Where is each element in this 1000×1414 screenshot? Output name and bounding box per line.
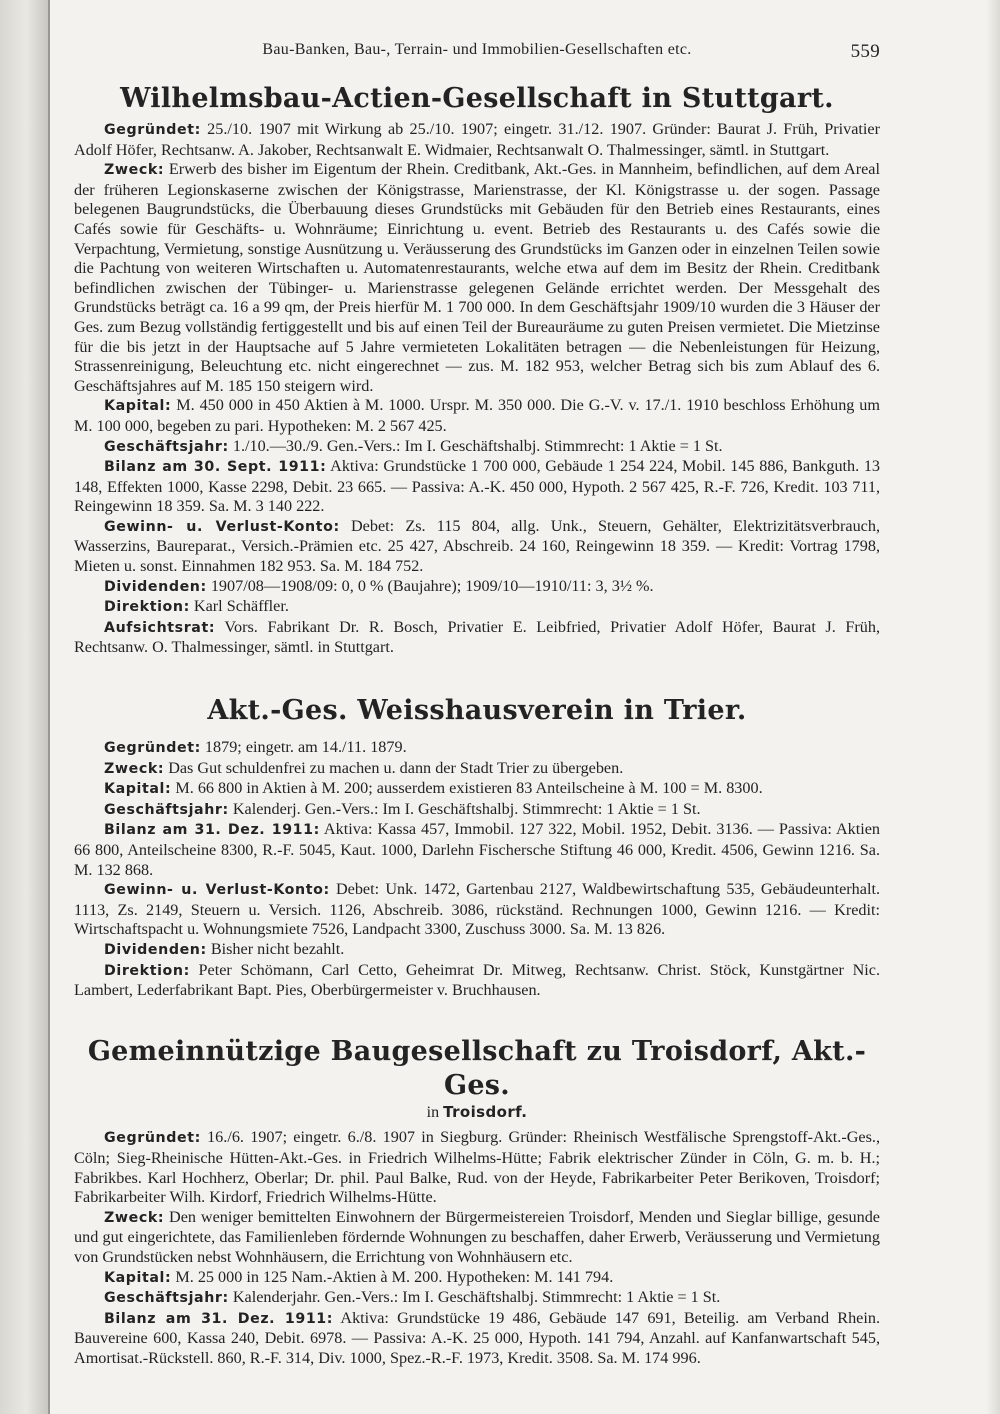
entry-text: M. 25 000 in 125 Nam.-Aktien à M. 200. Hypotheken: M. 141 794. <box>171 1267 614 1286</box>
company-subtitle <box>74 1103 880 1123</box>
book-binding-edge <box>0 0 50 1414</box>
entry-label: Zweck: <box>104 1209 165 1226</box>
entry-geschaeftsjahr <box>74 800 880 821</box>
entry-text: Bisher nicht bezahlt. <box>206 939 345 958</box>
entry-label: Bilanz am 30. Sept. 1911: <box>104 459 327 476</box>
entry-text: M. 66 800 in Aktien à M. 200; ausserdem existieren 83 Anteilscheine à M. 100 = M. 8300. <box>171 779 763 798</box>
entry-label: Gegründet: <box>104 740 201 757</box>
entry-label: Geschäftsjahr: <box>104 438 229 455</box>
running-header <box>74 40 880 70</box>
entry-text: Kalenderjahr. Gen.-Vers.: Im I. Geschäftshalbj. Stimmrecht: 1 Aktie = 1 St. <box>228 1288 721 1307</box>
entry-text: Den weniger bemittelten Einwohnern der Bürgermeistereien Troisdorf, Menden und Sieglar billige, gesunde und gut eingerichtete, das Familienleben fördernde Wohnungen zu beschaffen, daher Erwerb, Veräusserung und Vermietung von Grundstücken nebst Wohnhäusern, die Errichtung von Wohnhäusern etc. <box>74 1207 880 1266</box>
entry-gewinn-verlust <box>74 880 880 940</box>
running-title: Bau-Banken, Bau-, Terrain- und Immobilien-Gesellschaften etc. <box>262 41 692 58</box>
company-title: Akt.-Ges. Weisshausverein in Trier. <box>207 695 747 727</box>
entry-label: Bilanz am 31. Dez. 1911: <box>104 1310 334 1327</box>
entry-bilanz <box>74 1309 880 1369</box>
company-section-wilhelmsbau <box>74 120 880 658</box>
entry-label: Geschäftsjahr: <box>104 1290 229 1307</box>
entry-label: Bilanz am 31. Dez. 1911: <box>104 822 320 839</box>
entry-text: 1./10.—30./9. Gen.-Vers.: Im I. Geschäftshalbj. Stimmrecht: 1 Aktie = 1 St. <box>228 436 723 455</box>
entry-label: Direktion: <box>104 962 190 979</box>
entry-label: Kapital: <box>104 781 172 798</box>
entry-label: Kapital: <box>104 398 172 415</box>
entry-text: Aktiva: Grundstücke 1 700 000, Gebäude 1 254 224, Mobil. 145 886, Bankguth. 13 148, Effekten 1000, Kasse 2298, Debit. 23 665. — Passiva: A.-K. 450 000, Hypoth. 2 567 425, R.-F. 726, Kredit. 103 711, Reingewinn 18 359. Sa. M. 3 140 222. <box>74 457 881 516</box>
company-section-troisdorf <box>74 1128 880 1368</box>
entry-zweck <box>74 160 880 396</box>
entry-label: Dividenden: <box>104 941 207 958</box>
entry-label: Direktion: <box>104 599 190 616</box>
entry-gegruendet <box>74 738 880 759</box>
entry-text: 25./10. 1907 mit Wirkung ab 25./10. 1907; eingetr. 31./12. 1907. Gründer: Baurat J. Früh, Privatier Adolf Höfer, Rechtsanw. A. Jakober, Rechtsanwalt E. Widmaier, Rechtsanwalt O. Thalmessinger, sämtl. in Stuttgart. <box>74 120 880 159</box>
entry-text: Karl Schäffler. <box>189 597 289 616</box>
entry-label: Zweck: <box>104 162 165 179</box>
entry-label: Gewinn- u. Verlust-Konto: <box>104 882 330 899</box>
company-title: Gemeinnützige Baugesellschaft zu Troisdorf, Akt.-Ges. <box>87 1035 867 1101</box>
subtitle-place: Troisdorf. <box>443 1102 528 1121</box>
entry-label: Dividenden: <box>104 578 207 595</box>
page-right-edge <box>986 0 1000 1414</box>
entry-text: Debet: Zs. 115 804, allg. Unk., Steuern, Gehälter, Elektrizitätsverbrauch, Wasserzins, Baureparat., Versich.-Prämien etc. 25 427, Abschreib. 24 160, Reingewinn 18 359. — Kredit: Vortrag 1798, Mieten u. sonst. Einnahmen 182 953. Sa. M. 184 752. <box>74 516 880 576</box>
entry-text: Erwerb des bisher im Eigentum der Rhein. Creditbank, Akt.-Ges. in Mannheim, befindlichen, auf dem Areal der früheren Legionskaserne zwischen der Königstrasse, Marienstrasse, der Kl. Königstrasse u. der sogen. Passage belegenen Baugrundstücks, die Überbauung dieses Grundstücks mit Gebäuden für den Betrieb eines Restaurants, eines Cafés sowie für Geschäfts- u. Wohnräume; Einrichtung u. event. Betrieb des Restaurants u. des Cafés sowie die Verpachtung, Vermietung, sonstige Ausnützung u. Veräusserung des Grundstücks im Ganzen oder in einzelnen Teilen sowie die Pachtung von weiteren Wirtschaften u. Automatenrestaurants, welche etwa auf dem im Besitz der Rhein. Creditbank befindlichen zwischen der Tübinger- u. Marienstrasse gelegenen Gelände errichtet werden. Der Messgehalt des Grundstücks beträgt ca. 16 a 99 qm, der Preis hierfür M. 1 700 000. In dem Geschäftsjahr 1909/10 wurden die 3 Häuser der Ges. zum Bezug vollständig fertiggestellt und bis auf einen Teil der Bureauräume zu guten Preisen vermietet. Die Mietzinse für die bis jetzt in der Hauptsache auf 5 Jahre vermieteten Lokalitäten betragen — die Nebenleistungen für Heizung, Strassenreinigung, Beleuchtung etc. nicht eingerechnet — zus. M. 182 953, welcher Betrag sich bis zum Ablauf des 6. Geschäftsjahres auf M. 185 150 steigern wird. <box>74 160 880 395</box>
entry-zweck <box>74 759 880 780</box>
entry-text: Das Gut schuldenfrei zu machen u. dann der Stadt Trier zu übergeben. <box>164 758 624 777</box>
entry-kapital <box>74 396 880 436</box>
entry-bilanz <box>74 820 880 880</box>
entry-label: Gegründet: <box>104 122 201 138</box>
entry-label: Aufsichtsrat: <box>104 619 216 636</box>
entry-geschaeftsjahr <box>74 1288 880 1309</box>
entry-label: Gewinn- u. Verlust-Konto: <box>104 518 340 535</box>
entry-dividenden <box>74 577 880 598</box>
entry-gegruendet <box>74 1128 880 1207</box>
entry-text: Kalenderj. Gen.-Vers.: Im I. Geschäftshalbj. Stimmrecht: 1 Aktie = 1 St. <box>228 799 701 818</box>
entry-kapital <box>74 779 880 800</box>
entry-text: M. 450 000 in 450 Aktien à M. 1000. Urspr. M. 350 000. Die G.-V. v. 17./1. 1910 beschloss Erhöhung um M. 100 000, begeben zu pari. Hypotheken: M. 2 567 425. <box>74 396 880 435</box>
entry-kapital <box>74 1268 880 1289</box>
entry-label: Geschäftsjahr: <box>104 801 229 818</box>
entry-text: 1907/08—1908/09: 0, 0 % (Baujahre); 1909/10—1910/11: 3, 3½ %. <box>206 576 654 595</box>
entry-text: Peter Schömann, Carl Cetto, Geheimrat Dr. Mitweg, Rechtsanw. Christ. Stöck, Kunstgärtner Nic. Lambert, Lederfabrikant Bapt. Pies, Oberbürgermeister v. Bruchhausen. <box>74 960 880 1000</box>
entry-text: Aktiva: Kassa 457, Immobil. 127 322, Mobil. 1952, Debit. 3136. — Passiva: Aktien 66 800, Anteilscheine 8300, R.-F. 5045, Kaut. 1000, Darlehn Fischersche Stiftung 46 000, Kredit. 4506, Gewinn 1216. Sa. M. 132 868. <box>74 820 881 879</box>
entry-text: 16./6. 1907; eingetr. 6./8. 1907 in Siegburg. Gründer: Rheinisch Westfälische Sprengstoff-Akt.-Ges., Cöln; Sieg-Rheinische Hütten-Akt.-Ges. in Friedrich Wilhelms-Hütte; Fabrik elektrischer Zünder in Cöln, G. m. b. H.; Fabrikbes. Karl Hochherz, Oberlar; Dr. phil. Paul Balke, Rud. von der Heyde, Fabrikarbeiter Peter Berikoven, Troisdorf; Fabrikarbeiter Wilh. Kirdorf, Friedrich Wilhelms-Hütte. <box>74 1128 880 1207</box>
company-section-weisshausverein <box>74 738 880 1001</box>
entry-label: Kapital: <box>104 1269 172 1286</box>
entry-aufsichtsrat <box>74 618 880 658</box>
entry-gewinn-verlust <box>74 517 880 577</box>
entry-text: Debet: Unk. 1472, Gartenbau 2127, Waldbewirtschaftung 535, Gebäudeunterhalt. 1113, Zs. 2149, Steuern u. Versich. 1126, Abschreib. 3086, rückständ. Rechnungen 1000, Gewinn 1216. — Kredit: Wirtschaftspacht u. Wohnungsmiete 7526, Landpacht 3300, Zuschuss 3000. Sa. M. 13 826. <box>74 880 880 939</box>
entry-direktion <box>74 961 880 1001</box>
entry-label: Zweck: <box>104 760 165 777</box>
page-number: 559 <box>850 41 880 62</box>
entry-zweck <box>74 1208 880 1268</box>
subtitle-prefix: in <box>426 1103 440 1121</box>
entry-geschaeftsjahr <box>74 437 880 458</box>
entry-gegruendet <box>74 120 880 160</box>
entry-text: Aktiva: Grundstücke 19 486, Gebäude 147 691, Beteilig. am Verband Rhein. Bauvereine 600, Kassa 240, Debit. 6978. — Passiva: A.-K. 25 000, Hypoth. 141 794, Anzahl. auf Kanfanwartschaft 545, Amortisat.-Rückstell. 860, R.-F. 314, Div. 1000, Spez.-R.-F. 1973, Kredit. 3508. Sa. M. 174 996. <box>74 1308 880 1367</box>
entry-bilanz <box>74 457 880 517</box>
entry-text: Vors. Fabrikant Dr. R. Bosch, Privatier E. Leibfried, Privatier Adolf Höfer, Baurat J. Früh, Rechtsanw. O. Thalmessinger, sämtl. in Stuttgart. <box>74 617 880 657</box>
entry-dividenden <box>74 940 880 961</box>
entry-text: 1879; eingetr. am 14./11. 1879. <box>200 738 407 757</box>
entry-direktion <box>74 597 880 618</box>
entry-label: Gegründet: <box>104 1130 201 1147</box>
company-title: Wilhelmsbau-Actien-Gesellschaft in Stuttgart. <box>120 83 834 114</box>
document-page <box>74 40 880 1368</box>
